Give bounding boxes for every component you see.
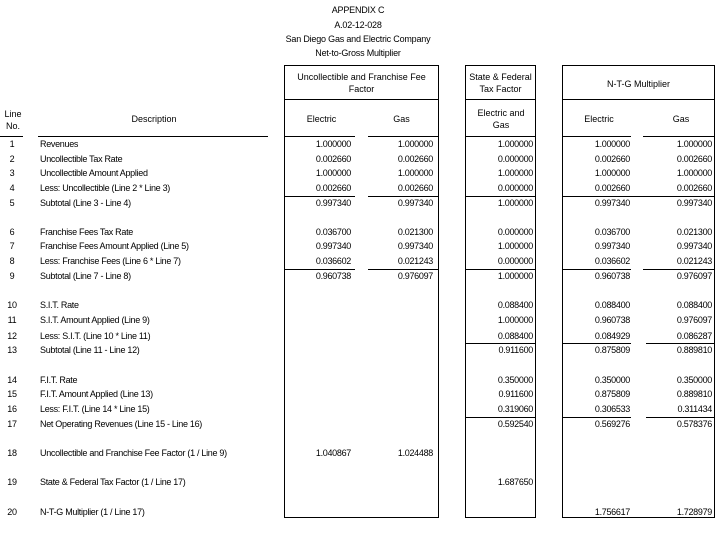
ntg-multiplier-title: N-T-G Multiplier: [606, 79, 670, 89]
page-title: Net-to-Gross Multiplier: [315, 48, 401, 58]
uncollectible-franchise-electric: 1.000000: [315, 139, 351, 149]
ntg-electric: 1.000000: [594, 168, 630, 178]
ntg-gas: 1.000000: [676, 168, 712, 178]
rule-line4-ufg: [368, 196, 439, 197]
ntg-gas: 1.728979: [676, 507, 712, 517]
docket-number: A.02-12-028: [334, 20, 382, 30]
state-federal-value: 0.000000: [497, 227, 533, 237]
uncollectible-franchise-gas: 1.000000: [397, 168, 433, 178]
box1-title-divider: [284, 99, 439, 100]
state-federal-value: 0.000000: [497, 183, 533, 193]
uncollectible-franchise-electric: 0.002660: [315, 183, 351, 193]
rule-line4-sf: [465, 196, 536, 197]
ntg-electric: 1.000000: [594, 139, 630, 149]
uncollectible-franchise-gas: 0.021300: [397, 227, 433, 237]
state-federal-value: 1.000000: [497, 315, 533, 325]
box2-electric-gas-header: Electric and Gas: [477, 108, 525, 130]
ntg-electric: 0.960738: [594, 315, 630, 325]
rule-line4-ufe: [284, 196, 355, 197]
ntg-multiplier-box: [562, 65, 715, 518]
ntg-gas: 0.002660: [676, 183, 712, 193]
box3-electric-underline: [562, 136, 631, 137]
box2-title-divider: [465, 99, 536, 100]
state-federal-value: 1.000000: [497, 168, 533, 178]
rule-line8-ng: [643, 269, 715, 270]
line-number: 13: [7, 345, 17, 355]
state-federal-value: 0.592540: [497, 419, 533, 429]
ntg-gas: 0.997340: [676, 198, 712, 208]
state-federal-value: 1.000000: [497, 241, 533, 251]
line-number: 20: [7, 507, 17, 517]
rule-line8-ufg: [368, 269, 439, 270]
uncollectible-franchise-title: Uncollectible and Franchise Fee Factor: [297, 72, 426, 94]
rule-line16-ng: [646, 417, 715, 418]
rule-line8-sf: [465, 269, 536, 270]
state-federal-value: 0.911600: [498, 345, 533, 355]
ntg-gas: 0.021243: [676, 256, 712, 266]
line-number: 4: [9, 183, 15, 193]
uncollectible-franchise-electric: 1.000000: [315, 168, 351, 178]
state-federal-value: 0.000000: [497, 256, 533, 266]
box1-gas-underline: [368, 136, 439, 137]
line-number: 15: [7, 389, 17, 399]
line-description: S.I.T. Amount Applied (Line 9): [40, 315, 150, 325]
ntg-electric: 0.350000: [594, 375, 630, 385]
ntg-gas: 0.002660: [676, 154, 712, 164]
ntg-electric: 0.036700: [594, 227, 630, 237]
uncollectible-franchise-electric: 0.960738: [315, 271, 351, 281]
state-federal-value: 0.319060: [497, 404, 533, 414]
uncollectible-franchise-gas: 0.997340: [397, 198, 433, 208]
line-number: 19: [7, 477, 17, 487]
ntg-gas: 0.976097: [676, 271, 712, 281]
line-description: Uncollectible and Franchise Fee Factor (1 / Line 9): [40, 448, 227, 458]
ntg-gas: 0.997340: [676, 241, 712, 251]
line-number: 10: [7, 300, 17, 310]
ntg-gas: 0.350000: [676, 375, 712, 385]
state-federal-value: 0.088400: [497, 331, 533, 341]
box3-gas-header: Gas: [672, 114, 690, 124]
uncollectible-franchise-gas: 0.976097: [397, 271, 433, 281]
description-underline: [38, 136, 268, 137]
line-number: 7: [9, 241, 15, 251]
ntg-gas: 0.889810: [676, 345, 712, 355]
line-description: State & Federal Tax Factor (1 / Line 17): [40, 477, 186, 487]
line-description: Less: Uncollectible (Line 2 * Line 3): [40, 183, 170, 193]
state-federal-value: 0.088400: [497, 300, 533, 310]
line-description: F.I.T. Amount Applied (Line 13): [40, 389, 153, 399]
uncollectible-franchise-gas: 0.997340: [397, 241, 433, 251]
line-number: 5: [9, 198, 15, 208]
ntg-electric: 0.036602: [594, 256, 630, 266]
line-no-header: Line No.: [4, 109, 22, 131]
line-description: Revenues: [40, 139, 79, 149]
state-federal-title: State & Federal Tax Factor: [469, 72, 532, 94]
box3-title-divider: [562, 99, 715, 100]
line-description: Less: Franchise Fees (Line 6 * Line 7): [40, 256, 181, 266]
line-no-underline: [0, 136, 23, 137]
uncollectible-franchise-gas: 1.024488: [397, 448, 433, 458]
state-federal-value: 0.911600: [498, 389, 533, 399]
ntg-electric: 1.756617: [594, 507, 630, 517]
box1-electric-underline: [284, 136, 355, 137]
ntg-gas: 0.021300: [676, 227, 712, 237]
ntg-electric: 0.875809: [594, 345, 630, 355]
uncollectible-franchise-gas: 0.021243: [397, 256, 433, 266]
rule-line16-ne: [562, 417, 631, 418]
ntg-electric: 0.875809: [594, 389, 630, 399]
box1-gas-header: Gas: [393, 114, 410, 124]
state-federal-value: 1.000000: [497, 198, 533, 208]
ntg-electric: 0.002660: [594, 154, 630, 164]
ntg-electric: 0.088400: [594, 300, 630, 310]
line-number: 12: [7, 331, 17, 341]
state-federal-value: 1.687650: [497, 477, 533, 487]
line-number: 1: [9, 139, 15, 149]
line-number: 18: [7, 448, 17, 458]
box3-electric-header: Electric: [584, 114, 614, 124]
line-number: 6: [9, 227, 15, 237]
uncollectible-franchise-electric: 1.040867: [315, 448, 351, 458]
rule-line8-ne: [562, 269, 631, 270]
ntg-gas: 1.000000: [676, 139, 712, 149]
line-number: 8: [9, 256, 15, 266]
box1-electric-header: Electric: [306, 114, 337, 124]
line-number: 17: [7, 419, 17, 429]
line-description: Subtotal (Line 7 - Line 8): [40, 271, 131, 281]
line-description: Subtotal (Line 11 - Line 12): [40, 345, 140, 355]
rule-line12-ne: [562, 343, 631, 344]
uncollectible-franchise-electric: 0.036700: [315, 227, 351, 237]
line-description: Uncollectible Tax Rate: [40, 154, 123, 164]
line-description: F.I.T. Rate: [40, 375, 78, 385]
rule-line8-ufe: [284, 269, 355, 270]
uncollectible-franchise-electric: 0.997340: [315, 198, 351, 208]
line-number: 2: [9, 154, 15, 164]
line-number: 9: [9, 271, 15, 281]
description-header: Description: [131, 114, 177, 124]
line-number: 11: [7, 315, 17, 325]
state-federal-value: 0.350000: [497, 375, 533, 385]
ntg-gas: 0.976097: [676, 315, 712, 325]
uncollectible-franchise-gas: 0.002660: [397, 183, 433, 193]
box2-underline: [465, 136, 536, 137]
ntg-gas: 0.088400: [676, 300, 712, 310]
uncollectible-franchise-gas: 1.000000: [397, 139, 433, 149]
ntg-electric: 0.084929: [594, 331, 630, 341]
line-number: 14: [7, 375, 17, 385]
ntg-electric: 0.997340: [594, 241, 630, 251]
line-description: N-T-G Multiplier (1 / Line 17): [40, 507, 145, 517]
rule-line4-ntg: [562, 196, 715, 197]
uncollectible-franchise-gas: 0.002660: [397, 154, 433, 164]
box3-gas-underline: [643, 136, 715, 137]
line-description: Less: F.I.T. (Line 14 * Line 15): [40, 404, 150, 414]
uncollectible-franchise-electric: 0.997340: [315, 241, 351, 251]
ntg-gas: 0.578376: [676, 419, 712, 429]
state-federal-value: 0.000000: [497, 154, 533, 164]
state-federal-value: 1.000000: [497, 271, 533, 281]
uncollectible-franchise-electric: 0.036602: [315, 256, 351, 266]
line-description: Less: S.I.T. (Line 10 * Line 11): [40, 331, 151, 341]
line-number: 3: [9, 168, 15, 178]
rule-line12-ng: [646, 343, 715, 344]
line-description: Uncollectible Amount Applied: [40, 168, 148, 178]
state-federal-box: [465, 65, 536, 518]
ntg-electric: 0.997340: [594, 198, 630, 208]
company-name: San Diego Gas and Electric Company: [285, 34, 431, 44]
state-federal-value: 1.000000: [497, 139, 533, 149]
line-description: Franchise Fees Amount Applied (Line 5): [40, 241, 189, 251]
ntg-gas: 0.889810: [676, 389, 712, 399]
appendix-label: APPENDIX C: [331, 5, 385, 15]
ntg-electric: 0.002660: [594, 183, 630, 193]
rule-line16-sf: [465, 417, 536, 418]
uncollectible-franchise-electric: 0.002660: [315, 154, 351, 164]
line-description: Franchise Fees Tax Rate: [40, 227, 133, 237]
line-number: 16: [7, 404, 17, 414]
line-description: Net Operating Revenues (Line 15 - Line 16): [40, 419, 203, 429]
ntg-gas: 0.311434: [677, 404, 712, 414]
rule-line12-sf: [465, 343, 536, 344]
ntg-electric: 0.306533: [594, 404, 630, 414]
ntg-electric: 0.960738: [594, 271, 630, 281]
line-description: S.I.T. Rate: [40, 300, 79, 310]
line-description: Subtotal (Line 3 - Line 4): [40, 198, 131, 208]
ntg-electric: 0.569276: [594, 419, 630, 429]
ntg-gas: 0.086287: [676, 331, 712, 341]
